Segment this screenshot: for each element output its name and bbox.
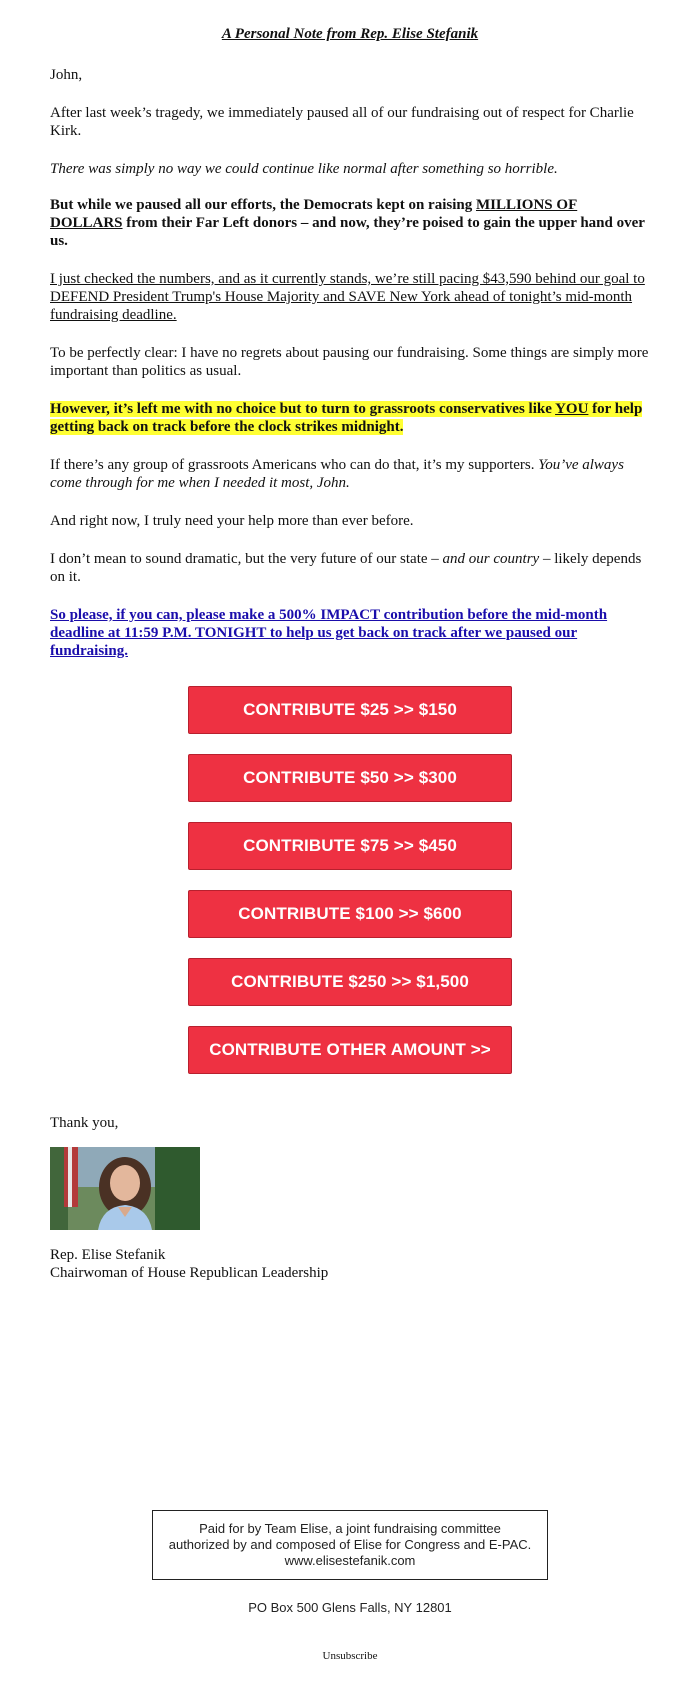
contribute-250-button[interactable]: CONTRIBUTE $250 >> $1,500 — [188, 958, 512, 1006]
cta-link[interactable]: So please, if you can, please make a 500% IMPACT contribution before the mid-month deadline at 11:59 P.M. TONIGHT to help us get back on track after we paused our fundraising. — [50, 607, 608, 659]
paragraph-highlight — [50, 400, 652, 436]
unsubscribe-link[interactable]: Unsubscribe — [322, 1650, 378, 1662]
paragraph-tragedy: After last week’s tragedy, we immediately paused all of our fundraising out of respect for Charlie Kirk. — [50, 105, 634, 139]
supporters-text: If there’s any group of grassroots Americans who can do that, it’s my supporters. — [50, 457, 539, 473]
signer-name: Rep. Elise Stefanik — [50, 1247, 166, 1263]
millions-of-dollars-emphasis: MILLIONS OF DOLLARS — [50, 197, 578, 231]
paragraph-future — [50, 550, 652, 586]
paragraph-numbers: I just checked the numbers, and as it currently stands, we’re still pacing $43,590 behind our goal to DEFEND President Trump's House Majority and SAVE New York ahead of tonight’s mid-month fundraising deadline. — [50, 271, 645, 323]
cta-paragraph — [50, 606, 652, 660]
future-italic: and our country — [442, 551, 540, 567]
contribute-other-amount-button[interactable]: CONTRIBUTE OTHER AMOUNT >> — [188, 1026, 512, 1074]
contribute-50-button[interactable]: CONTRIBUTE $50 >> $300 — [188, 754, 512, 802]
paragraph-democrats-text-end: from their Far Left donors – and now, they’re poised to gain the upper hand over us. — [50, 215, 645, 249]
signer-title: Chairwoman of House Republican Leadership — [50, 1265, 329, 1281]
portrait-image — [50, 1147, 200, 1230]
contribute-25-button[interactable]: CONTRIBUTE $25 >> $150 — [188, 686, 512, 734]
contribute-75-button[interactable]: CONTRIBUTE $75 >> $450 — [188, 822, 512, 870]
signer-photo — [50, 1147, 200, 1230]
paragraph-supporters — [50, 456, 652, 492]
paragraph-democrats — [50, 196, 652, 250]
highlight-text-end: for help getting back on track before the clock strikes midnight. — [50, 401, 643, 435]
future-text-end: – likely depends on it. — [50, 551, 642, 585]
future-text: I don’t mean to sound dramatic, but the very future of our state – — [50, 551, 443, 567]
paragraph-need-help: And right now, I truly need your help more than ever before. — [50, 513, 414, 529]
you-emphasis: YOU — [555, 401, 589, 417]
signoff: Thank you, — [50, 1115, 119, 1131]
contribute-100-button[interactable]: CONTRIBUTE $100 >> $600 — [188, 890, 512, 938]
paragraph-no-regrets: To be perfectly clear: I have no regrets about pausing our fundraising. Some things are simply more important than politics as usual. — [50, 345, 649, 379]
mailing-address: PO Box 500 Glens Falls, NY 12801 — [248, 1600, 452, 1615]
email-title: A Personal Note from Rep. Elise Stefanik — [221, 26, 479, 42]
paragraph-no-way: There was simply no way we could continue like normal after something so horrible. — [50, 161, 558, 177]
disclaimer-text: Paid for by Team Elise, a joint fundraising committee authorized by and composed of Elise for Congress and E-PAC. www.elisestefanik.com — [168, 1521, 532, 1568]
paid-for-disclaimer — [152, 1510, 548, 1580]
paragraph-democrats-text: But while we paused all our efforts, the Democrats kept on raising — [50, 197, 476, 213]
supporters-italic: You’ve always come through for me when I needed it most, John. — [50, 457, 624, 491]
greeting: John, — [50, 67, 83, 83]
highlight-text: However, it’s left me with no choice but to turn to grassroots conservatives like — [50, 401, 556, 417]
